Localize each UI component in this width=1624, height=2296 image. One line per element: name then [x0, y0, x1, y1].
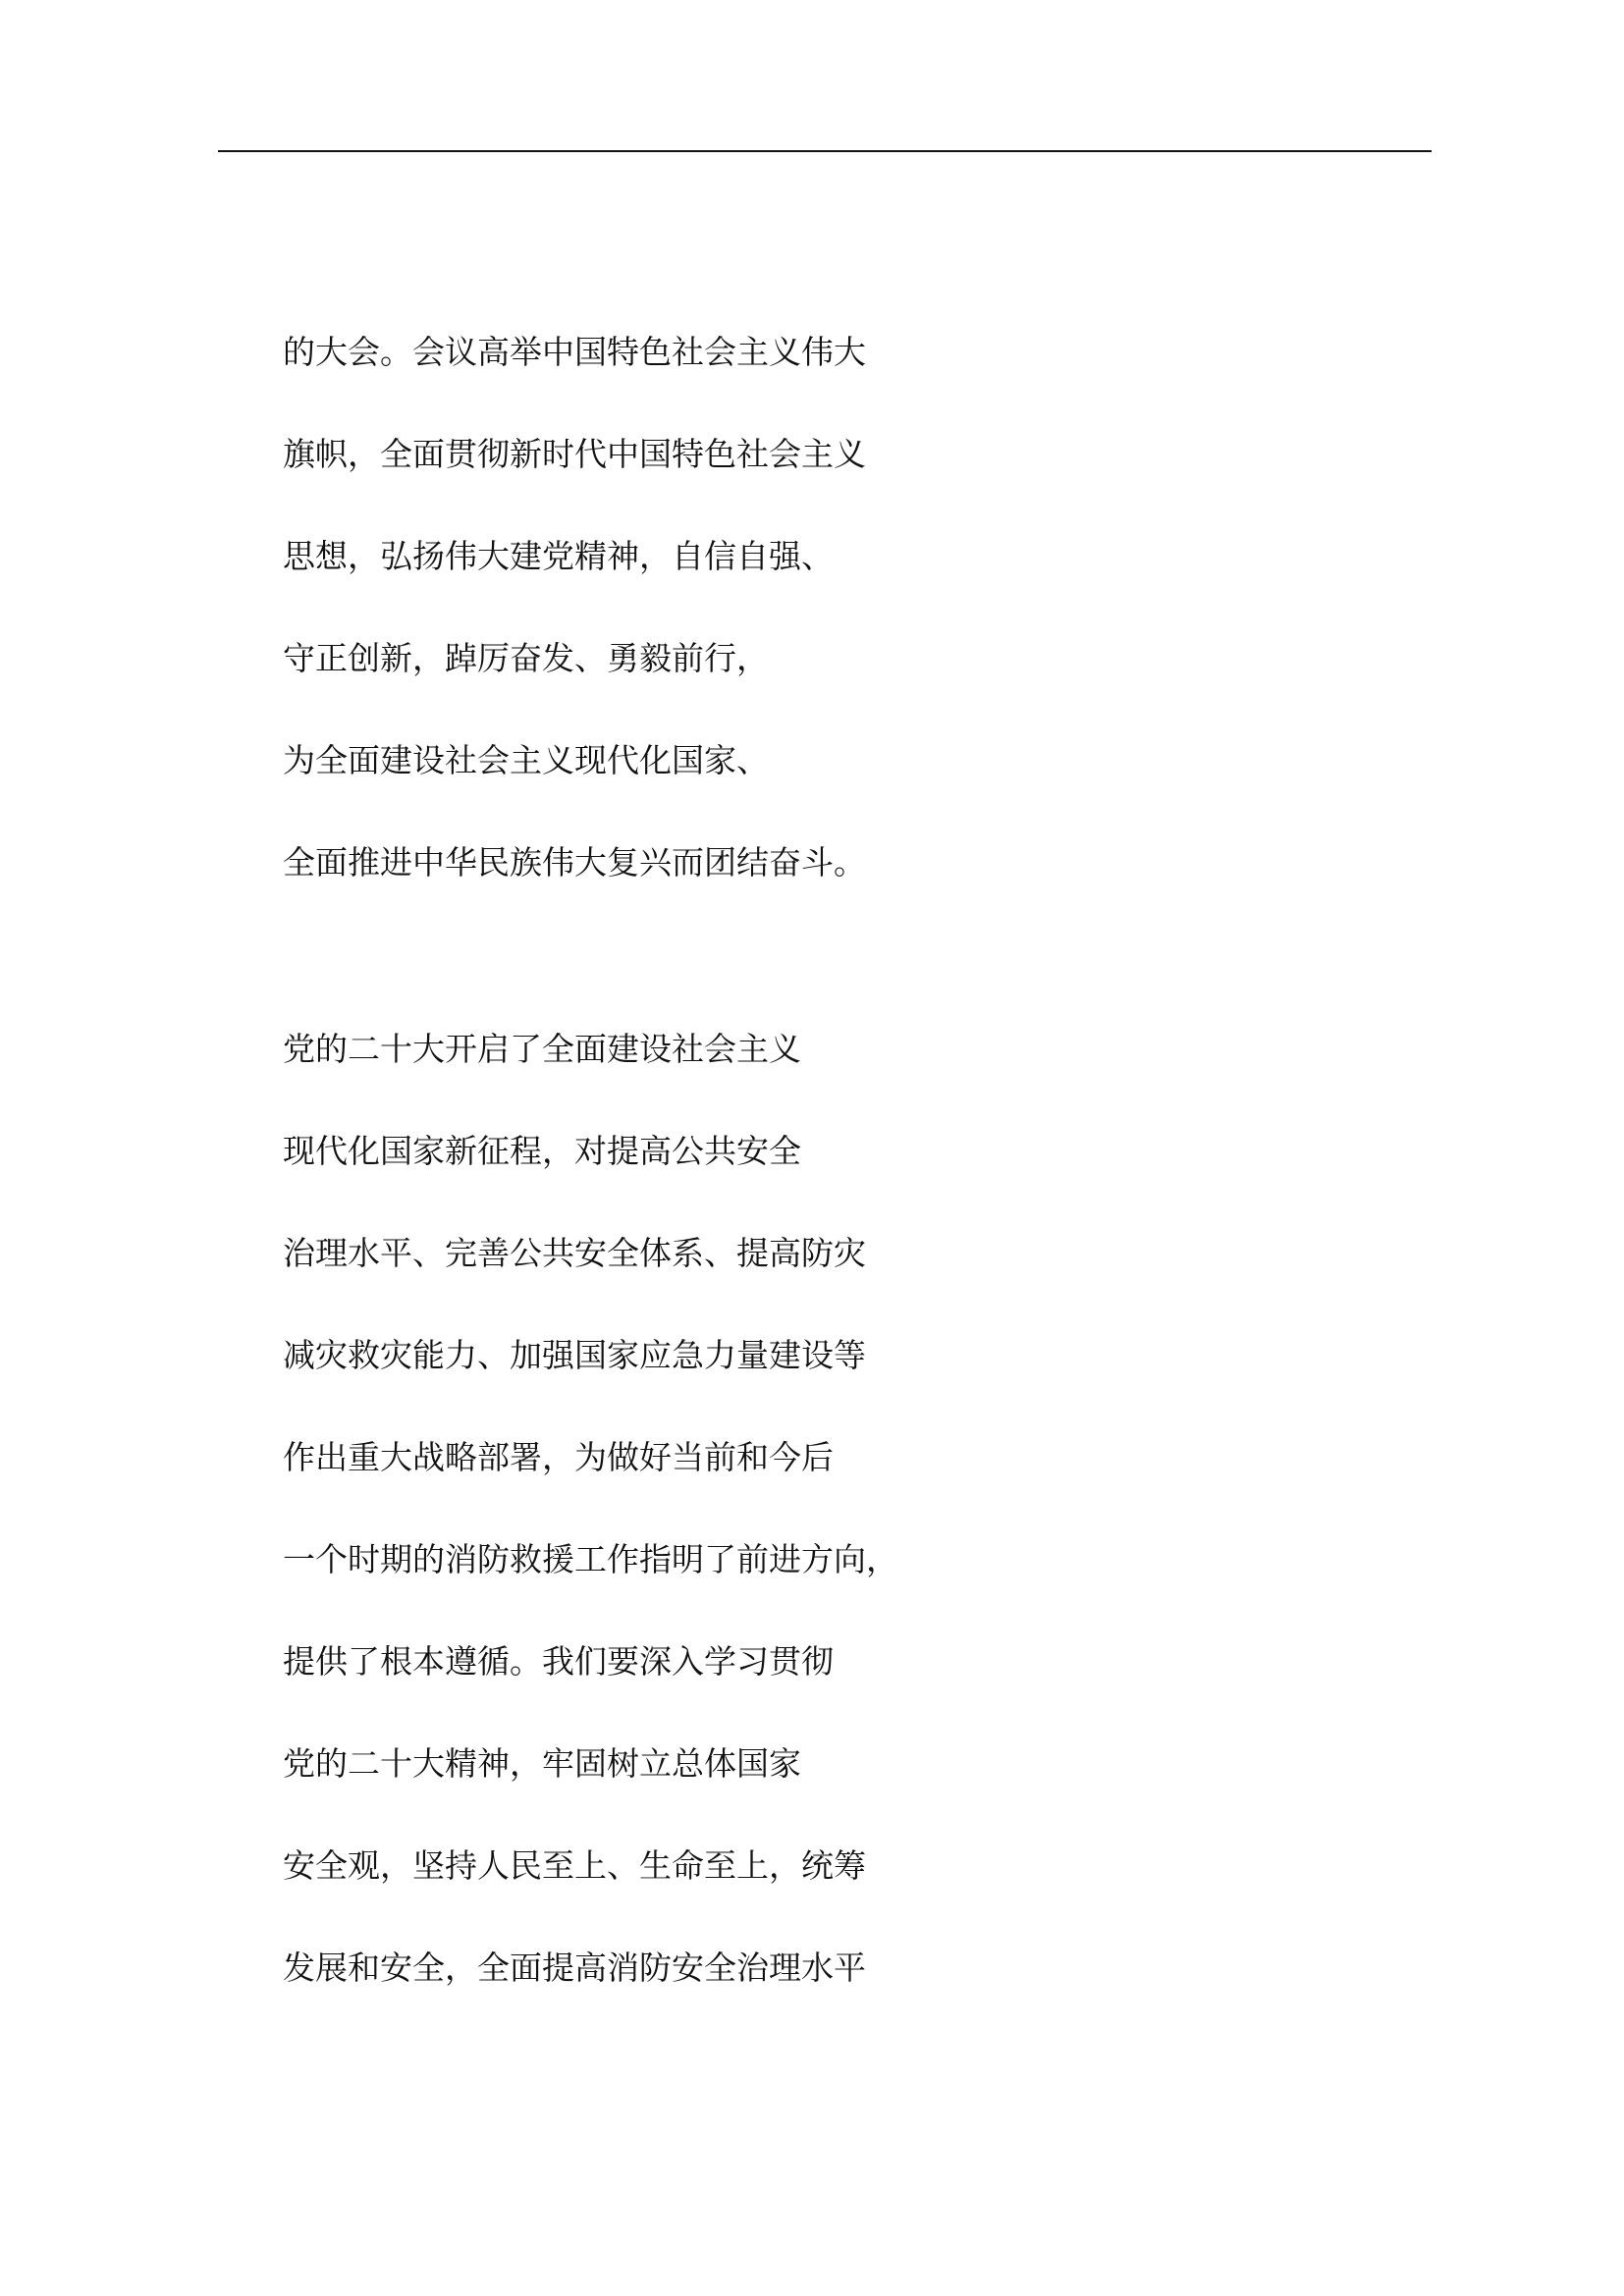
- text-line: 的大会。会议高举中国特色社会主义伟大: [283, 333, 866, 371]
- text-line: 旗帜，全面贯彻新时代中国特色社会主义: [283, 435, 866, 473]
- header-rule: [218, 150, 1432, 152]
- text-line: 治理水平、完善公共安全体系、提高防灾: [283, 1234, 866, 1272]
- paragraph-1: [283, 301, 1265, 914]
- text-line: 思想，弘扬伟大建党精神，自信自强、: [283, 537, 834, 575]
- text-line: 发展和安全，全面提高消防安全治理水平: [283, 1949, 866, 1987]
- text-line: 党的二十大开启了全面建设社会主义: [283, 1030, 801, 1068]
- text-line: 作出重大战略部署，为做好当前和今后: [283, 1438, 834, 1476]
- text-line: 一个时期的消防救援工作指明了前进方向，: [283, 1540, 898, 1578]
- text-line: 党的二十大精神，牢固树立总体国家: [283, 1744, 801, 1783]
- text-line: 守正创新，踔厉奋发、勇毅前行，: [283, 639, 769, 677]
- text-line: 全面推进中华民族伟大复兴而团结奋斗。: [283, 843, 866, 881]
- text-line: 为全面建设社会主义现代化国家、: [283, 741, 769, 779]
- text-line: 提供了根本遵循。我们要深入学习贯彻: [283, 1642, 834, 1681]
- text-line: 安全观，坚持人民至上、生命至上，统筹: [283, 1846, 866, 1885]
- text-line: 现代化国家新征程，对提高公共安全: [283, 1132, 801, 1170]
- text-line: 减灾救灾能力、加强国家应急力量建设等: [283, 1336, 866, 1374]
- paragraph-2: [283, 998, 1265, 2019]
